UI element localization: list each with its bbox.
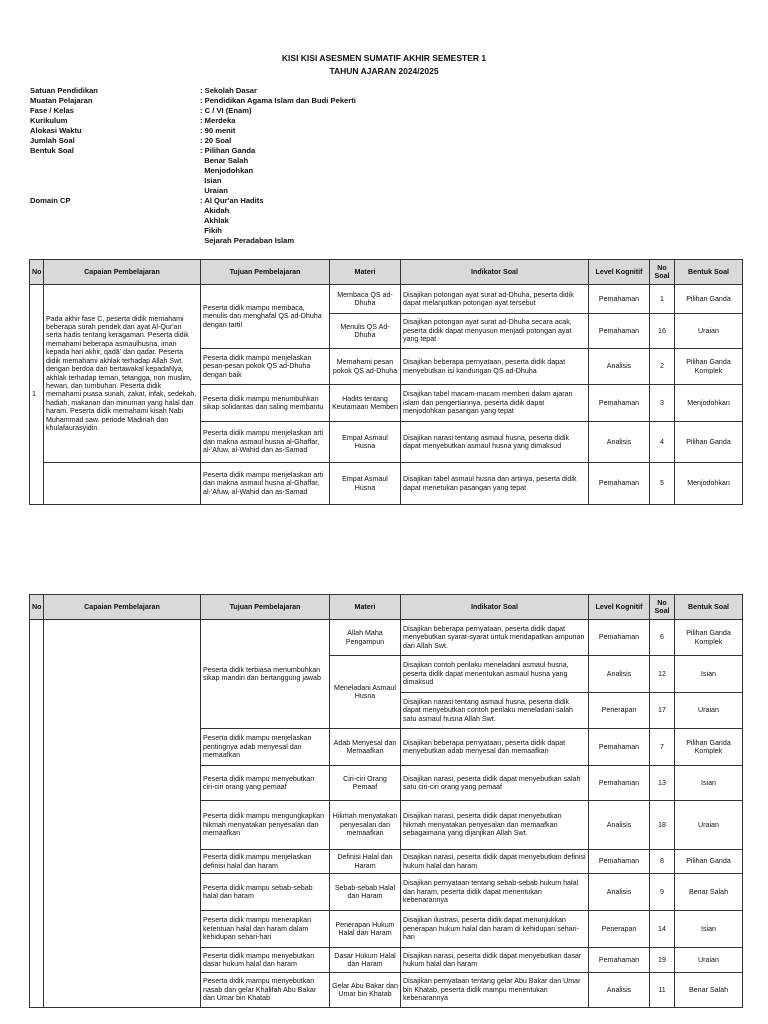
level-cell: Analisis — [589, 349, 650, 385]
level-cell: Penerapan — [589, 911, 650, 948]
no-soal-cell: 16 — [650, 314, 675, 349]
col-header-materi: Materi — [330, 595, 401, 620]
info-label: Kurikulum — [30, 116, 68, 125]
tujuan-cell: Peserta didik mampu menjelaskan pentingnya adab menyesal dan memaafkan — [201, 729, 330, 766]
info-value: : 90 menit — [200, 126, 236, 135]
level-cell: Pemahaman — [589, 620, 650, 656]
info-row — [30, 156, 356, 166]
info-label: Satuan Pendidikan — [30, 86, 98, 95]
info-label — [30, 236, 200, 246]
materi-cell: Meneladani Asmaul Husna — [330, 656, 401, 729]
info-row — [30, 166, 356, 176]
materi-cell: Adab Menyesal dan Memaafkan — [330, 729, 401, 766]
indikator-cell: Disajikan narasi, peserta didik dapat menyebutkan dasar hukum halal dan haram — [401, 948, 589, 973]
materi-cell: Sebab-sebab Halal dan Haram — [330, 874, 401, 911]
info-value: Isian — [200, 176, 222, 185]
info-row — [30, 86, 356, 96]
materi-cell: Ciri-ciri Orang Pemaaf — [330, 766, 401, 801]
info-row — [30, 196, 356, 206]
indikator-cell: Disajikan beberapa pernyataan, peserta didik dapat menyebutkan adab menyesal dan memaafkan — [401, 729, 589, 766]
bentuk-cell: Pilihan Ganda — [675, 850, 743, 874]
info-value: Fikih — [200, 226, 222, 235]
level-cell: Analisis — [589, 422, 650, 463]
tujuan-cell: Peserta didik mampu menerapkan ketentuan halal dan haram dalam kehidupan sehari-hari — [201, 911, 330, 948]
info-label: Alokasi Waktu — [30, 126, 82, 135]
info-row — [30, 236, 356, 246]
bentuk-cell: Menjodohkan — [675, 463, 743, 505]
table-header-row — [30, 595, 743, 620]
bentuk-cell: Uraian — [675, 948, 743, 973]
indikator-cell: Disajikan beberapa pernyataan, peserta didik dapat menyebutkan syarat-syarat untuk mendapatkan ampunan dari Allah Swt. — [401, 620, 589, 656]
bentuk-cell: Pilihan Ganda Komplek — [675, 349, 743, 385]
info-label — [30, 186, 200, 196]
tujuan-cell: Peserta didik mampu menjelaskan arti dan makna asmaul husna al-Ghaffar, al-'Afuw, al-Wahid dan as-Samad — [201, 463, 330, 505]
no-soal-cell: 2 — [650, 349, 675, 385]
no-soal-cell: 17 — [650, 693, 675, 729]
no-soal-cell: 4 — [650, 422, 675, 463]
row-number: 1 — [30, 285, 44, 505]
col-header-cp: Capaian Pembelajaran — [44, 595, 201, 620]
materi-cell: Allah Maha Pengampun — [330, 620, 401, 656]
col-header-level: Level Kognitif — [589, 595, 650, 620]
blueprint-table-page-1 — [29, 259, 743, 505]
indikator-cell: Disajikan narasi tentang asmaul husna, peserta didik dapat menyebutkan asmaul husna yang dimaksud — [401, 422, 589, 463]
indikator-cell: Disajikan tabel asmaul husna dan artinya, peserta didik dapat menetukan pasangan yang tepat — [401, 463, 589, 505]
info-row — [30, 146, 356, 156]
info-value: : Pendidikan Agama Islam dan Budi Pekerti — [200, 96, 356, 105]
tujuan-cell: Peserta didik mampu menjelaskan pesan-pesan pokok QS ad-Dhuha dengan baik — [201, 349, 330, 385]
tujuan-cell: Peserta didik mampu mengungkapkan hikmah menyatakan penyesalan dan memaafkan — [201, 801, 330, 850]
level-cell: Pemahaman — [589, 385, 650, 422]
table-row — [30, 285, 743, 314]
col-header-bentuk: Bentuk Soal — [675, 260, 743, 285]
indikator-cell: Disajikan potongan ayat surat ad-Dhuha secara acak, peserta didik dapat menyusun menjadi potongan ayat yang tepat — [401, 314, 589, 349]
indikator-cell: Disajikan narasi, peserta didik dapat menyebutkan hikmah menyatakan penyesalan dan memaafkan sebagaimana yang dijanjikan Allah Swt. — [401, 801, 589, 850]
materi-cell: Empat Asmaul Husna — [330, 422, 401, 463]
bentuk-cell: Pilihan Ganda Komplek — [675, 620, 743, 656]
bentuk-cell: Menjodohkan — [675, 385, 743, 422]
no-soal-cell: 12 — [650, 656, 675, 693]
info-row — [30, 126, 356, 136]
level-cell: Pemahaman — [589, 314, 650, 349]
info-value: : Merdeka — [200, 116, 236, 125]
level-cell: Pemahaman — [589, 463, 650, 505]
bentuk-cell: Uraian — [675, 693, 743, 729]
info-row — [30, 226, 356, 236]
level-cell: Penerapan — [589, 693, 650, 729]
tujuan-cell: Peserta didik mampu sebab-sebab halal dan haram — [201, 874, 330, 911]
level-cell: Pemahaman — [589, 766, 650, 801]
level-cell: Analisis — [589, 801, 650, 850]
col-header-bentuk: Bentuk Soal — [675, 595, 743, 620]
info-label — [30, 226, 200, 236]
no-soal-cell: 7 — [650, 729, 675, 766]
materi-cell: Definisi Halal dan Haram — [330, 850, 401, 874]
col-header-no-soal: No Soal — [650, 260, 675, 285]
info-row — [30, 176, 356, 186]
col-header-tp: Tujuan Pembelajaran — [201, 595, 330, 620]
document-title: KISI KISI ASESMEN SUMATIF AKHIR SEMESTER 1 — [281, 53, 487, 63]
capaian-empty — [44, 463, 201, 505]
tujuan-cell: Peserta didik mampu menjelaskan definisi halal dan haram — [201, 850, 330, 874]
bentuk-cell: Benar Salah — [675, 973, 743, 1008]
level-cell: Pemahaman — [589, 850, 650, 874]
info-label: Jumlah Soal — [30, 136, 75, 145]
tujuan-cell: Peserta didik terbiasa menumbuhkan sikap mandiri dan bertanggung jawab — [201, 620, 330, 729]
info-value: : 20 Soal — [200, 136, 232, 145]
capaian-pembelajaran-text: Pada akhir fase C, peserta didik memahami beberapa surah pendek dan ayat Al-Qur'an serta hadis tentang keragaman. Peserta didik memahami beberapa asmaulhusna, iman kepada hari akhir, qadā' dan qadar. Peserta didik memahami akhlak terhadap Allah Swt. dengan berdoa dan bertawakal kepadaNya, akhlak terhadap teman, tetangga, non muslim, hewan, dan tumbuhan. Peserta didik memahami puasa sunah, zakat, infak, sedekah, hadiah, makanan dan minuman yang halal dan haram. Peserta didik memahami kisah Nabi Muhammad saw. periode Madinah dan khulafaurasyidin. — [44, 285, 201, 463]
table-header-row — [30, 260, 743, 285]
info-label: Fase / Kelas — [30, 106, 74, 115]
info-label: Muatan Pelajaran — [30, 96, 93, 105]
bentuk-cell: Uraian — [675, 314, 743, 349]
info-label: Bentuk Soal — [30, 146, 74, 155]
bentuk-cell: Pilihan Ganda — [675, 285, 743, 314]
info-row — [30, 116, 356, 126]
info-label — [30, 176, 200, 186]
level-cell: Pemahaman — [589, 285, 650, 314]
indikator-cell: Disajikan tabel macam-macam memberi dalam ajaran islam dan pengertiannya, peserta didik dapat menjodohkan pasangan yang tepat — [401, 385, 589, 422]
level-cell: Pemahaman — [589, 948, 650, 973]
info-value: Akhlak — [200, 216, 229, 225]
indikator-cell: Disajikan pernyataan tentang gelar Abu Bakar dan Umar bin Khatab, peserta didik mampu menentukan kebenarannya — [401, 973, 589, 1008]
no-soal-cell: 6 — [650, 620, 675, 656]
no-soal-cell: 1 — [650, 285, 675, 314]
table-row — [30, 463, 743, 505]
materi-cell: Empat Asmaul Husna — [330, 463, 401, 505]
no-soal-cell: 9 — [650, 874, 675, 911]
bentuk-cell: Pilihan Ganda Komplek — [675, 729, 743, 766]
info-value: : C / VI (Enam) — [200, 106, 252, 115]
info-value: Akidah — [200, 206, 230, 215]
col-header-indikator: Indikator Soal — [401, 260, 589, 285]
level-cell: Analisis — [589, 656, 650, 693]
materi-cell: Gelar Abu Bakar dan Umar bin Khatab — [330, 973, 401, 1008]
tujuan-cell: Peserta didik mampu menjelaskan arti dan makna asmaul husna al-Ghaffar, al-'Afuw, al-Wahid dan as-Samad — [201, 422, 330, 463]
materi-cell: Membaca QS ad-Dhuha — [330, 285, 401, 314]
info-label — [30, 156, 200, 166]
indikator-cell: Disajikan beberapa pernyataan, peserta didik dapat menyebutkan isi kandungan QS ad-Dhuha — [401, 349, 589, 385]
level-cell: Analisis — [589, 874, 650, 911]
indikator-cell: Disajikan contoh perilaku meneladani asmaul husna, peserta didik dapat menentukan asmaul husna yang dimaksud — [401, 656, 589, 693]
bentuk-cell: Isian — [675, 656, 743, 693]
materi-cell: Hikmah menyatakan penyesalan dan memaafkan — [330, 801, 401, 850]
indikator-cell: Disajikan narasi, peserta didik dapat menyebutkan definisi hukum halal dan haram — [401, 850, 589, 874]
materi-cell: Penerapan Hukum Halal dan Haram — [330, 911, 401, 948]
info-row — [30, 136, 356, 146]
identity-block — [30, 86, 356, 246]
info-value: Sejarah Peradaban Islam — [200, 236, 295, 245]
info-label — [30, 206, 200, 216]
info-row — [30, 96, 356, 106]
col-header-no: No — [30, 260, 44, 285]
info-value: : Pilihan Ganda — [200, 146, 256, 155]
bentuk-cell: Benar Salah — [675, 874, 743, 911]
bentuk-cell: Isian — [675, 911, 743, 948]
info-row — [30, 216, 356, 226]
indikator-cell: Disajikan potongan ayat surat ad-Dhuha, peserta didik dapat melanjutkan potongan ayat tersebut — [401, 285, 589, 314]
indikator-cell: Disajikan pernyataan tentang sebab-sebab hukum halal dan haram, peserta didik dapat menentukan kebenarannya — [401, 874, 589, 911]
col-header-indikator: Indikator Soal — [401, 595, 589, 620]
col-header-no: No — [30, 595, 44, 620]
no-soal-cell: 18 — [650, 801, 675, 850]
col-header-materi: Materi — [330, 260, 401, 285]
tujuan-cell: Peserta didik mampu menumbuhkan sikap solidantas dan saling membantu — [201, 385, 330, 422]
materi-cell: Memahami pesan pokok QS ad-Dhuha — [330, 349, 401, 385]
no-empty — [30, 620, 44, 1008]
level-cell: Analisis — [589, 973, 650, 1008]
tujuan-cell: Peserta didik mampu menyebutkan ciri-ciri orang yang pemaaf — [201, 766, 330, 801]
info-label — [30, 166, 200, 176]
table-row — [30, 620, 743, 656]
level-cell: Pemahaman — [589, 729, 650, 766]
no-soal-cell: 14 — [650, 911, 675, 948]
no-soal-cell: 8 — [650, 850, 675, 874]
info-value: Menjodohkan — [200, 166, 254, 175]
info-value: : Al Qur'an Hadits — [200, 196, 264, 205]
indikator-cell: Disajikan narasi tentang asmaul husna, peserta didik dapat menyebutkan contoh perilaku meneladani salah satu asmaul husna Allah Swt. — [401, 693, 589, 729]
col-header-level: Level Kognitif — [589, 260, 650, 285]
info-value: Uraian — [200, 186, 228, 195]
bentuk-cell: Uraian — [675, 801, 743, 850]
info-row — [30, 206, 356, 216]
col-header-cp: Capaian Pembelajaran — [44, 260, 201, 285]
capaian-empty — [44, 620, 201, 1008]
materi-cell: Hadits tentang Keutamaan Memberi — [330, 385, 401, 422]
info-value: Benar Salah — [200, 156, 249, 165]
no-soal-cell: 11 — [650, 973, 675, 1008]
bentuk-cell: Isian — [675, 766, 743, 801]
bentuk-cell: Pilihan Ganda — [675, 422, 743, 463]
info-row — [30, 186, 356, 196]
no-soal-cell: 13 — [650, 766, 675, 801]
tujuan-cell: Peserta didik mampu menyebutkan nasab dan gelar Khalifah Abu Bakar dan Umar bin Khatab — [201, 973, 330, 1008]
indikator-cell: Disajikan narasi, peserta didik dapat menyebutkan salah satu ciri-ciri orang yang pemaaf — [401, 766, 589, 801]
no-soal-cell: 3 — [650, 385, 675, 422]
info-row — [30, 106, 356, 116]
materi-cell: Menulis QS Ad-Dhuha — [330, 314, 401, 349]
materi-cell: Dasar Hukum Halal dan Haram — [330, 948, 401, 973]
col-header-no-soal: No Soal — [650, 595, 675, 620]
document-subtitle: TAHUN AJARAN 2024/2025 — [329, 66, 439, 76]
col-header-tp: Tujuan Pembelajaran — [201, 260, 330, 285]
indikator-cell: Disajikan ilustrasi, peserta didik dapat menunjukkan penerapan hukum halal dan haram di kehidupan sehari-hari — [401, 911, 589, 948]
no-soal-cell: 5 — [650, 463, 675, 505]
tujuan-cell: Peserta didik mampu membaca, menulis dan menghafal QS ad-Dhuha dengan tartil — [201, 285, 330, 349]
info-label: Domain CP — [30, 196, 71, 205]
info-value: : Sekolah Dasar — [200, 86, 257, 95]
blueprint-table-page-2 — [29, 594, 743, 1008]
no-soal-cell: 19 — [650, 948, 675, 973]
info-label — [30, 216, 200, 226]
tujuan-cell: Peserta didik mampu menyebutkan dasar hukum halal dan haram — [201, 948, 330, 973]
